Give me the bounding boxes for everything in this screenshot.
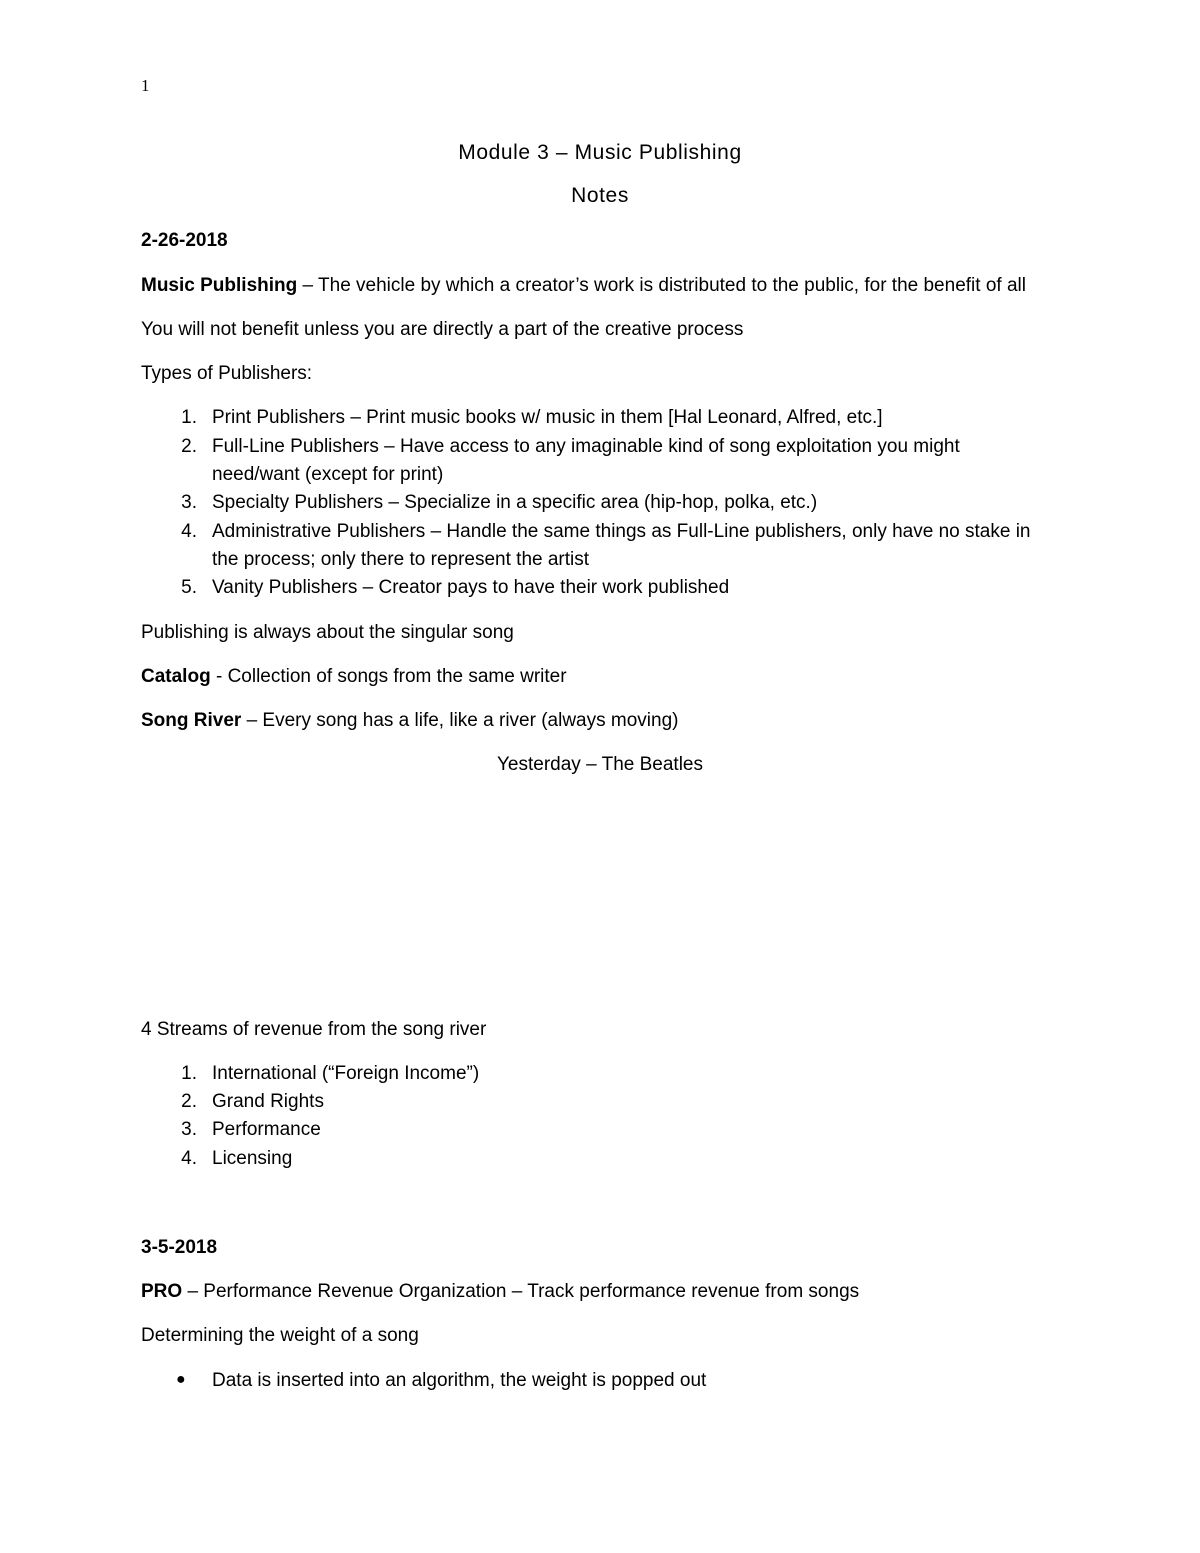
list-item-number: 2. [181, 1091, 197, 1112]
section-date: 2-26-2018 [141, 230, 228, 251]
list-item: International (“Foreign Income”) [212, 1063, 480, 1084]
weight-heading: Determining the weight of a song [141, 1325, 419, 1346]
definition-text: – Performance Revenue Organization – Track performance revenue from songs [182, 1281, 860, 1302]
list-item: Specialty Publishers – Specialize in a specific area (hip-hop, polka, etc.) [212, 492, 818, 513]
document-title: Module 3 – Music Publishing [458, 141, 742, 164]
bullet-item: Data is inserted into an algorithm, the weight is popped out [212, 1370, 707, 1391]
list-item: Full-Line Publishers – Have access to any imaginable kind of song exploitation you might [212, 436, 960, 457]
section-date: 3-5-2018 [141, 1237, 218, 1258]
singular-song-paragraph: Publishing is always about the singular song [141, 622, 514, 643]
definition-term: Music Publishing [141, 275, 298, 296]
definition-song-river [141, 710, 678, 732]
definition-text: – Every song has a life, like a river (always moving) [241, 710, 679, 731]
example-song: Yesterday – The Beatles [497, 754, 703, 775]
list-item: Performance [212, 1119, 321, 1140]
note-paragraph: You will not benefit unless you are directly a part of the creative process [141, 319, 744, 340]
page-number: 1 [141, 76, 150, 95]
list-item: Licensing [212, 1148, 293, 1169]
types-heading: Types of Publishers: [141, 363, 313, 384]
list-item-number: 4. [181, 521, 197, 542]
list-item: Grand Rights [212, 1091, 324, 1112]
definition-music-publishing [141, 275, 1026, 297]
definition-pro [141, 1281, 859, 1303]
list-item-number: 5. [181, 577, 197, 598]
definition-text: – The vehicle by which a creator’s work is distributed to the public, for the benefit of all [297, 275, 1026, 296]
definition-catalog [141, 666, 567, 688]
bullet-icon: ● [176, 1371, 186, 1388]
list-item-continuation: the process; only there to represent the artist [212, 549, 590, 570]
streams-heading: 4 Streams of revenue from the song river [141, 1019, 487, 1040]
list-item-continuation: need/want (except for print) [212, 464, 444, 485]
list-item: Vanity Publishers – Creator pays to have their work published [212, 577, 730, 598]
document-subtitle: Notes [571, 184, 629, 207]
list-item-number: 1. [181, 1063, 197, 1084]
list-item-number: 3. [181, 492, 197, 513]
definition-term: Song River [141, 710, 242, 731]
list-item-number: 2. [181, 436, 197, 457]
list-item: Print Publishers – Print music books w/ music in them [Hal Leonard, Alfred, etc.] [212, 407, 883, 428]
definition-term: Catalog [141, 666, 211, 687]
definition-term: PRO [141, 1281, 183, 1302]
list-item-number: 3. [181, 1119, 197, 1140]
definition-text: - Collection of songs from the same writer [210, 666, 567, 687]
list-item: Administrative Publishers – Handle the same things as Full-Line publishers, only have no stake in [212, 521, 1031, 542]
list-item-number: 1. [181, 407, 197, 428]
list-item-number: 4. [181, 1148, 197, 1169]
